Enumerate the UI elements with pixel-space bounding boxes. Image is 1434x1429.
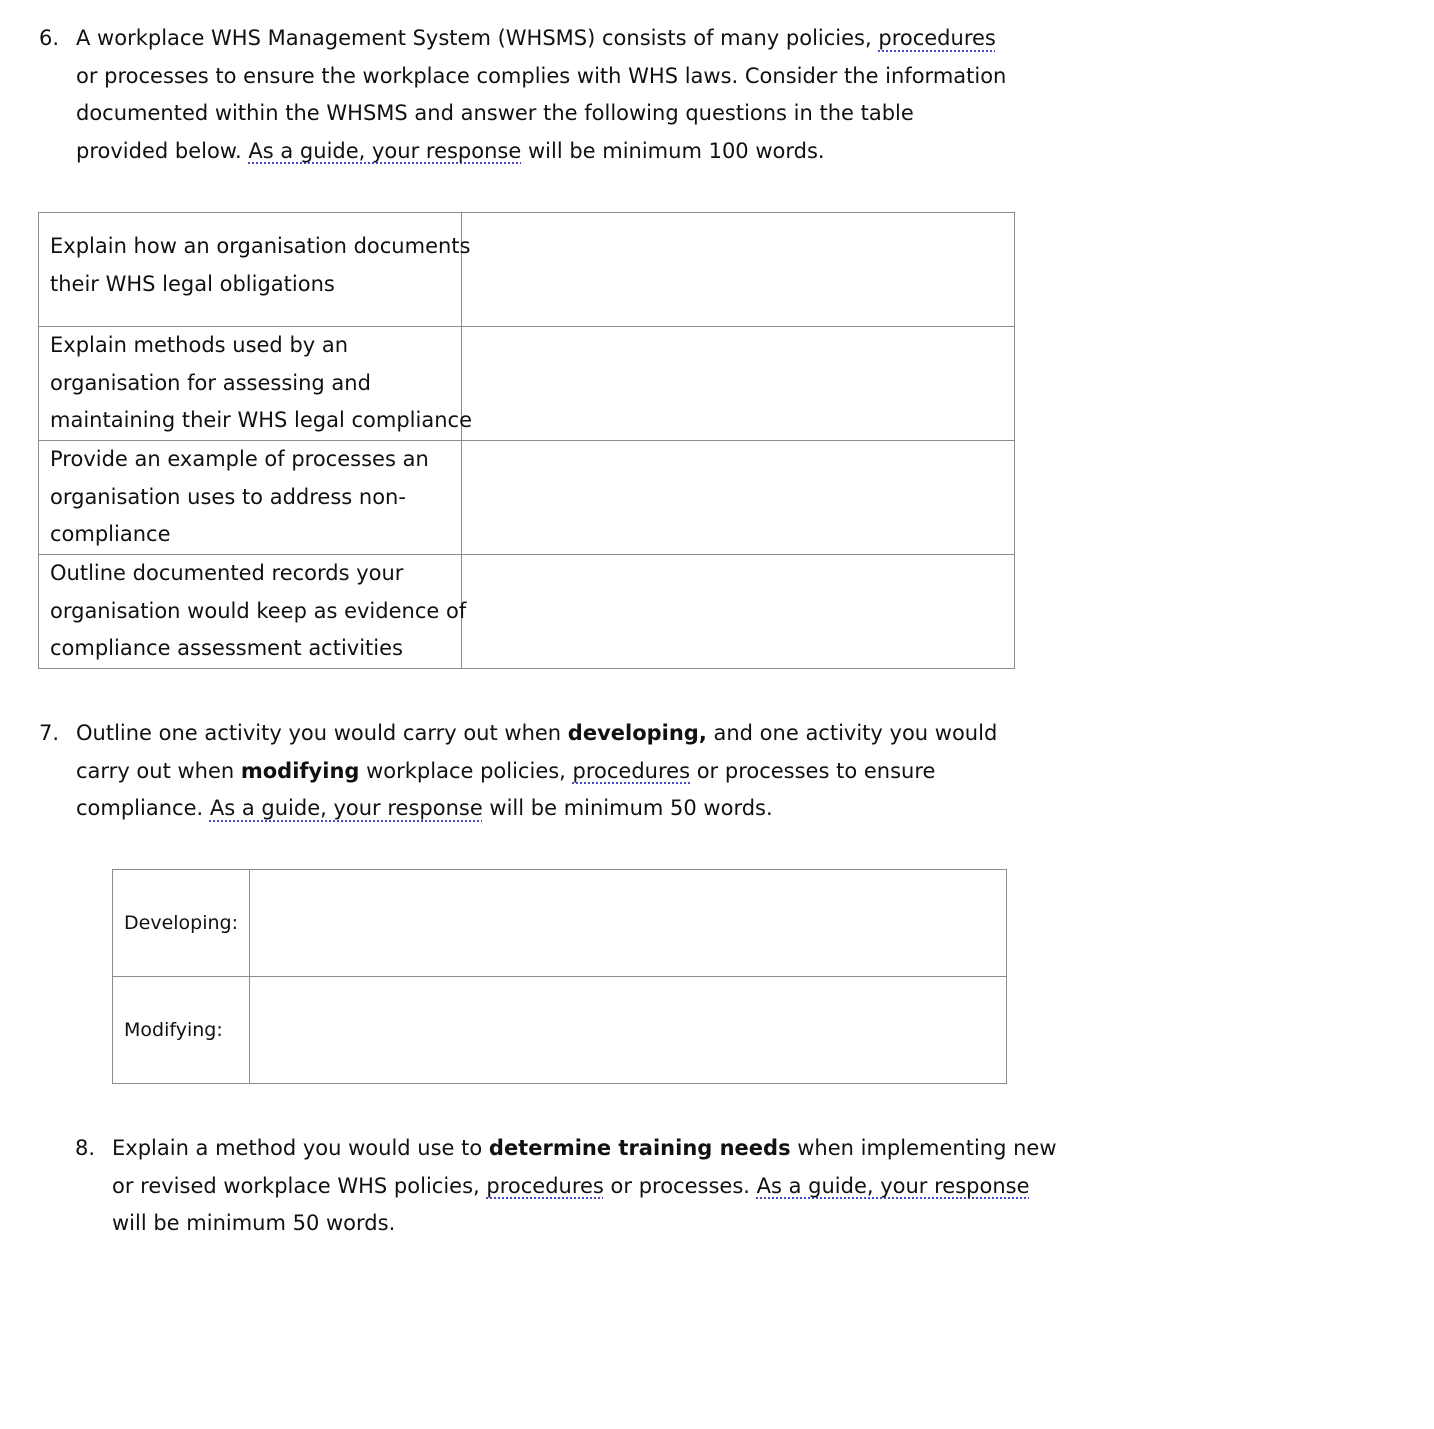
question-6: [39, 20, 1007, 171]
spellcheck-underline: procedures: [486, 1173, 604, 1198]
table-row: [39, 555, 1015, 669]
answer-cell[interactable]: [462, 213, 1015, 327]
answer-cell[interactable]: [462, 441, 1015, 555]
question-8-line-1: Explain a method you would use to determine training needs when implementing new: [112, 1136, 1057, 1160]
question-6-text: [76, 20, 1006, 170]
question-6-number: 6.: [39, 26, 60, 50]
table-question-cell: Provide an example of processes an organisation uses to address non- compliance: [39, 441, 462, 555]
answer-cell[interactable]: [462, 327, 1015, 441]
question-8-line-2: or revised workplace WHS policies, procedures or processes. As a guide, your response: [112, 1173, 1030, 1198]
question-8-line-3: will be minimum 50 words.: [112, 1211, 396, 1236]
question-7-line-2: carry out when modifying workplace policies, procedures or processes to ensure: [76, 758, 936, 783]
grammar-underline: As a guide, your response: [756, 1173, 1030, 1198]
question-8-text: [112, 1130, 1057, 1243]
question-6-line-2: or processes to ensure the workplace complies with WHS laws. Consider the information: [76, 63, 1007, 88]
grammar-underline: As a guide, your response: [248, 138, 522, 163]
spellcheck-underline: procedures: [878, 26, 996, 50]
modifying-answer-cell[interactable]: [250, 977, 1007, 1084]
table-row: [39, 441, 1015, 555]
modifying-label: Modifying:: [113, 977, 250, 1084]
spellcheck-underline: procedures: [572, 758, 691, 783]
question-6-line-4: provided below. As a guide, your response will be minimum 100 words.: [76, 138, 825, 163]
question-7-line-3: compliance. As a guide, your response will be minimum 50 words.: [76, 796, 773, 821]
question-7-line-1: Outline one activity you would carry out when developing, and one activity you would: [76, 721, 998, 745]
question-8: [75, 1130, 1057, 1244]
question-7-table: [112, 869, 1007, 1084]
developing-label: Developing:: [113, 870, 250, 977]
question-7-number: 7.: [39, 721, 60, 745]
table-row: [113, 870, 1007, 977]
table-question-cell: Explain methods used by an organisation for assessing and maintaining their WHS legal compliance: [39, 327, 462, 441]
developing-answer-cell[interactable]: [250, 870, 1007, 977]
table-row: [39, 213, 1015, 327]
question-7-text: [76, 715, 997, 828]
question-8-number: 8.: [75, 1136, 96, 1160]
grammar-underline: As a guide, your response: [209, 796, 483, 821]
table-row: [113, 977, 1007, 1084]
question-6-line-1: A workplace WHS Management System (WHSMS) consists of many policies, procedures: [76, 26, 996, 50]
question-6-table: [38, 212, 1015, 669]
table-question-cell: Explain how an organisation documents their WHS legal obligations: [39, 213, 462, 327]
table-row: [39, 327, 1015, 441]
answer-cell[interactable]: [462, 555, 1015, 669]
question-6-line-3: documented within the WHSMS and answer the following questions in the table: [76, 101, 914, 126]
question-7: [39, 715, 999, 829]
table-question-cell: Outline documented records your organisation would keep as evidence of compliance assessment activities: [39, 555, 462, 669]
